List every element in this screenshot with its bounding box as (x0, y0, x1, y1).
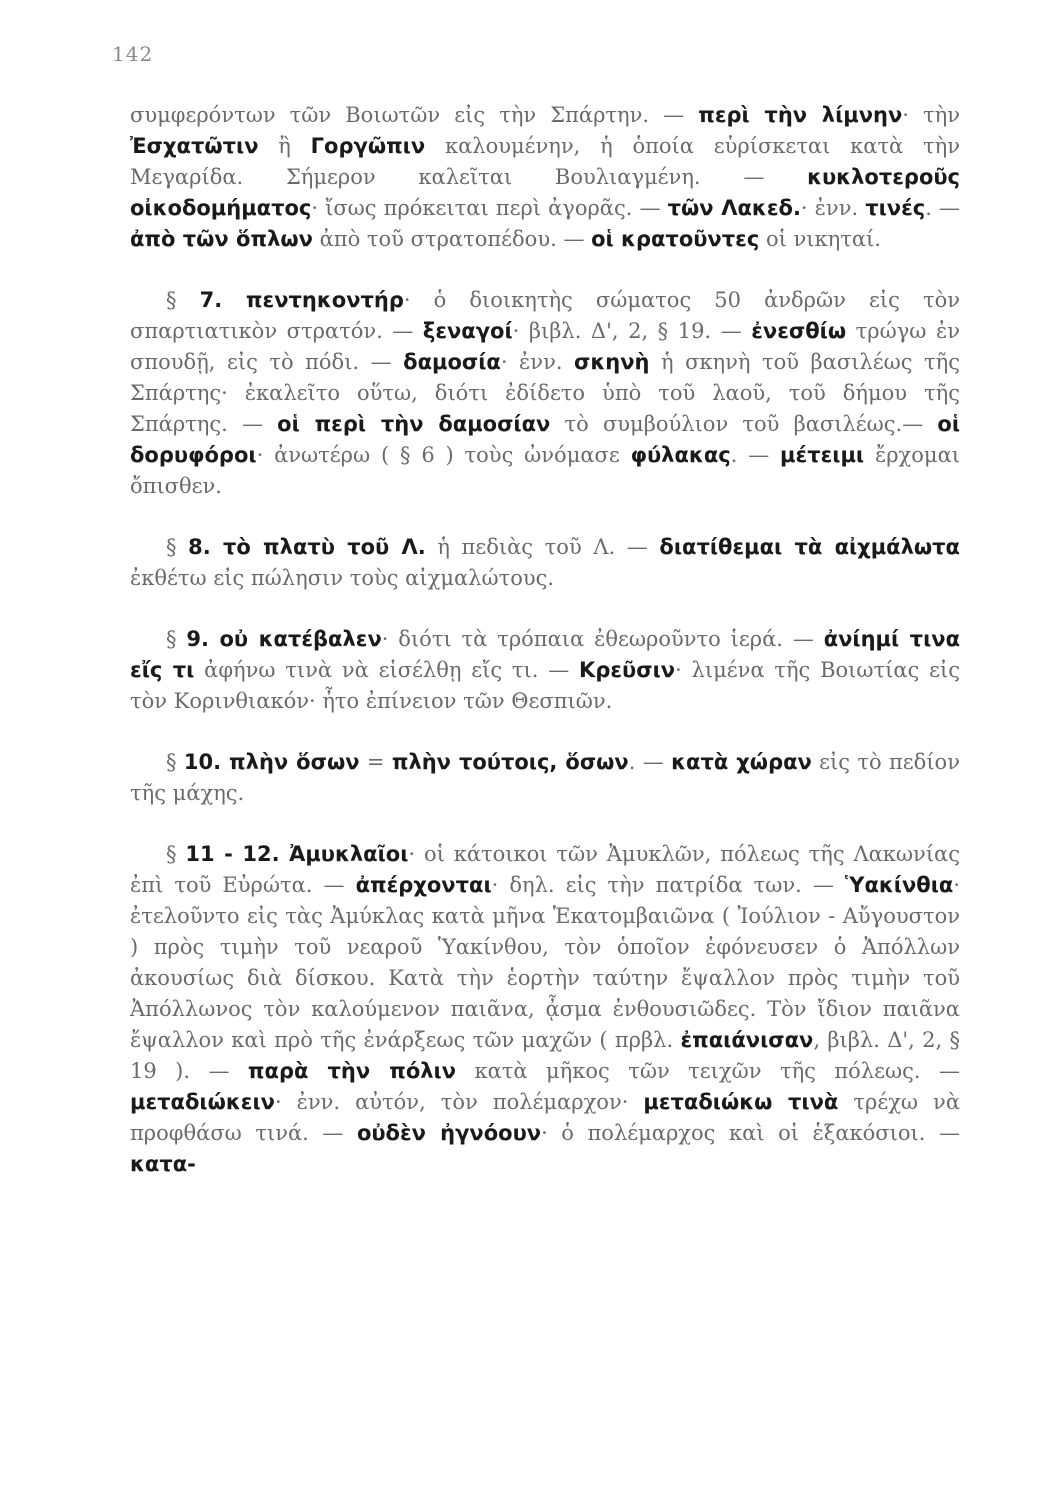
lemma-term: πλὴν τούτοις, ὅσων (391, 750, 629, 774)
lemma-term: παρὰ τὴν πόλιν (247, 1059, 457, 1083)
lemma-term: δαμοσία (403, 350, 501, 374)
lemma-term: 8. τὸ πλατὺ τοῦ Λ. (188, 535, 426, 559)
commentary-text: · οἱ κάτοικοι τῶν Ἀμυκλῶν, πόλεως τῆς Λακωνίας ἐπὶ τοῦ Εὐρώτα. — (130, 842, 960, 897)
commentary-text: · λιμένα τῆς Βοιωτίας εἰς τὸν Κορινθιακόν· ἦτο ἐπίνειον τῶν Θεσπιῶν. (130, 658, 960, 713)
para-section-8 (130, 532, 960, 594)
lemma-term: κατὰ χώραν (671, 750, 812, 774)
lemma-term: μεταδιώκειν (130, 1090, 275, 1114)
commentary-text: τρώγω ἐν σπουδῇ, εἰς τὸ πόδι. — (130, 319, 960, 374)
commentary-text: ἐκθέτω εἰς πώλησιν τοὺς αἰχμαλώτους. (130, 566, 555, 590)
lemma-term: ἐνεσθίω (751, 319, 847, 343)
commentary-text: ἢ (258, 134, 311, 158)
para-section-9 (130, 624, 960, 717)
commentary-text: συμφερόντων τῶν Βοιωτῶν εἰς τὴν Σπάρτην. — (130, 103, 699, 127)
commentary-text: ἡ σκηνὴ τοῦ βασιλέως τῆς Σπάρτης· ἐκαλεῖτο οὕτω, διότι ἐδίδετο ὑπὸ τοῦ λαοῦ, τοῦ δήμου τῆς Σπάρτης. — (130, 350, 960, 436)
commentary-text: κατὰ μῆκος τῶν τειχῶν τῆς πόλεως. — (456, 1059, 960, 1083)
commentary-text: ἀπὸ τοῦ στρατοπέδου. — (312, 227, 592, 251)
lemma-term: Ἐσχατῶτιν (130, 134, 259, 158)
page-number: 142 (112, 42, 154, 66)
commentary-text: ἔρχομαι ὄπισθεν. (130, 443, 960, 498)
lemma-term: Γοργῶπιν (310, 134, 426, 158)
commentary-text: · ἐτελοῦντο εἰς τὰς Ἀμύκλας κατὰ μῆνα Ἑκατομβαιῶνα ( Ἰούλιον - Αὔγουστον ) πρὸς τιμὴν τοῦ νεαροῦ Ὑακίνθου, τὸν ὁποῖον ἐφόνευσεν ὁ Ἀπόλλων ἀκουσίως διὰ δίσκου. Κατὰ τὴν ἑορτὴν ταύτην ἔψαλλον πρὸς τιμὴν τοῦ Ἀπόλλωνος τὸν καλούμενον παιᾶνα, ᾆσμα ἐνθουσιῶδες. Τὸν ἴδιον παιᾶνα ἔψαλλον καὶ πρὸ τῆς ἐνάρξεως τῶν μαχῶν ( πρβλ. (130, 873, 960, 1052)
lemma-term: 7. πεντηκοντήρ (199, 288, 404, 312)
commentary-text: οἱ νικηταί. (759, 227, 881, 251)
commentary-text: § (166, 288, 200, 312)
lemma-term: Κρεῦσιν (579, 658, 676, 682)
lemma-term: 11 - 12. Ἀμυκλαῖοι (185, 842, 409, 866)
lemma-term: Ὑακίνθια (844, 873, 954, 897)
commentary-text: · ἐνν. (500, 350, 575, 374)
lemma-term: 9. οὐ κατέβαλεν (186, 627, 382, 651)
para-section-7 (130, 285, 960, 502)
lemma-term: σκηνὴ (574, 350, 650, 374)
lemma-term: οὐδὲν ἠγνόουν (356, 1121, 542, 1145)
commentary-text: καλουμένην, ἡ ὁποία εὑρίσκεται κατὰ τὴν Μεγαρίδα. Σήμερον καλεῖται Βουλιαγμένη. — (130, 134, 960, 189)
commentary-text: § (166, 627, 187, 651)
commentary-text: § (166, 535, 189, 559)
commentary-text: εἰς τὸ πεδίον τῆς μάχης. (130, 750, 960, 805)
lemma-term: κατα- (130, 1152, 196, 1176)
commentary-text: · ἴσως πρόκειται περὶ ἀγορᾶς. — (311, 196, 668, 220)
lemma-term: τινές (865, 196, 926, 220)
lemma-term: οἱ δορυφόροι (130, 412, 961, 467)
commentary-text: · ἐνν. αὐτόν, τὸν πολέμαρχον· (274, 1090, 644, 1114)
commentary-text: · διότι τὰ τρόπαια ἐθεωροῦντο ἱερά. — (381, 627, 824, 651)
lemma-term: ἀπέρχονται (355, 873, 492, 897)
lemma-term: τῶν Λακεδ. (667, 196, 801, 220)
commentary-text: · δηλ. εἰς τὴν πατρίδα των. — (491, 873, 845, 897)
commentary-text: · βιβλ. Δ', 2, § 19. — (512, 319, 752, 343)
commentary-text: ἡ πεδιὰς τοῦ Λ. — (425, 535, 660, 559)
commentary-text: = (359, 750, 392, 774)
lemma-term: ἀπὸ τῶν ὅπλων (130, 227, 313, 251)
commentary-text: · τὴν (902, 103, 960, 127)
lemma-term: ἐπαιάνισαν (680, 1028, 814, 1052)
lemma-term: περὶ τὴν λίμνην (698, 103, 903, 127)
commentary-text: ἀφήνω τινὰ νὰ εἰσέλθῃ εἴς τι. — (194, 658, 580, 682)
para-intro (130, 100, 960, 255)
para-section-11-12 (130, 839, 960, 1180)
lemma-term: ξεναγοί (422, 319, 513, 343)
para-section-10 (130, 747, 960, 809)
lemma-term: ἀνίημί τινα εἴς τι (130, 627, 961, 682)
lemma-term: μεταδιώκω τινὰ (643, 1090, 839, 1114)
lemma-term: οἱ κρατοῦντες (591, 227, 760, 251)
lemma-term: φύλακας (630, 443, 731, 467)
lemma-term: 10. πλὴν ὅσων (183, 750, 360, 774)
commentary-text: · ἀνωτέρω ( § 6 ) τοὺς ὠνόμασε (256, 443, 631, 467)
commentary-text: . — (730, 443, 781, 467)
commentary-text: . — (628, 750, 672, 774)
commentary-text: · ὁ πολέμαρχος καὶ οἱ ἑξακόσιοι. — (541, 1121, 960, 1145)
commentary-text: τὸ συμβούλιον τοῦ βασιλέως.— (550, 412, 938, 436)
lemma-term: διατίθεμαι τὰ αἰχμάλωτα (659, 535, 960, 559)
lemma-term: μέτειμι (780, 443, 865, 467)
commentary-text: τρέχω νὰ προφθάσω τινά. — (130, 1090, 960, 1145)
lemma-term: οἱ περὶ τὴν δαμοσίαν (277, 412, 551, 436)
page-body (130, 100, 960, 1210)
commentary-text: · ἐνν. (800, 196, 866, 220)
commentary-text: , βιβλ. Δ', 2, § 19 ). — (130, 1028, 960, 1083)
lemma-term: κυκλοτεροῦς οἰκοδομήματος (130, 165, 960, 220)
commentary-text: § (166, 750, 184, 774)
commentary-text: § (166, 842, 186, 866)
commentary-text: . — (925, 196, 960, 220)
commentary-text: · ὁ διοικητὴς σώματος 50 ἀνδρῶν εἰς τὸν σπαρτιατικὸν στρατόν. — (130, 288, 960, 343)
